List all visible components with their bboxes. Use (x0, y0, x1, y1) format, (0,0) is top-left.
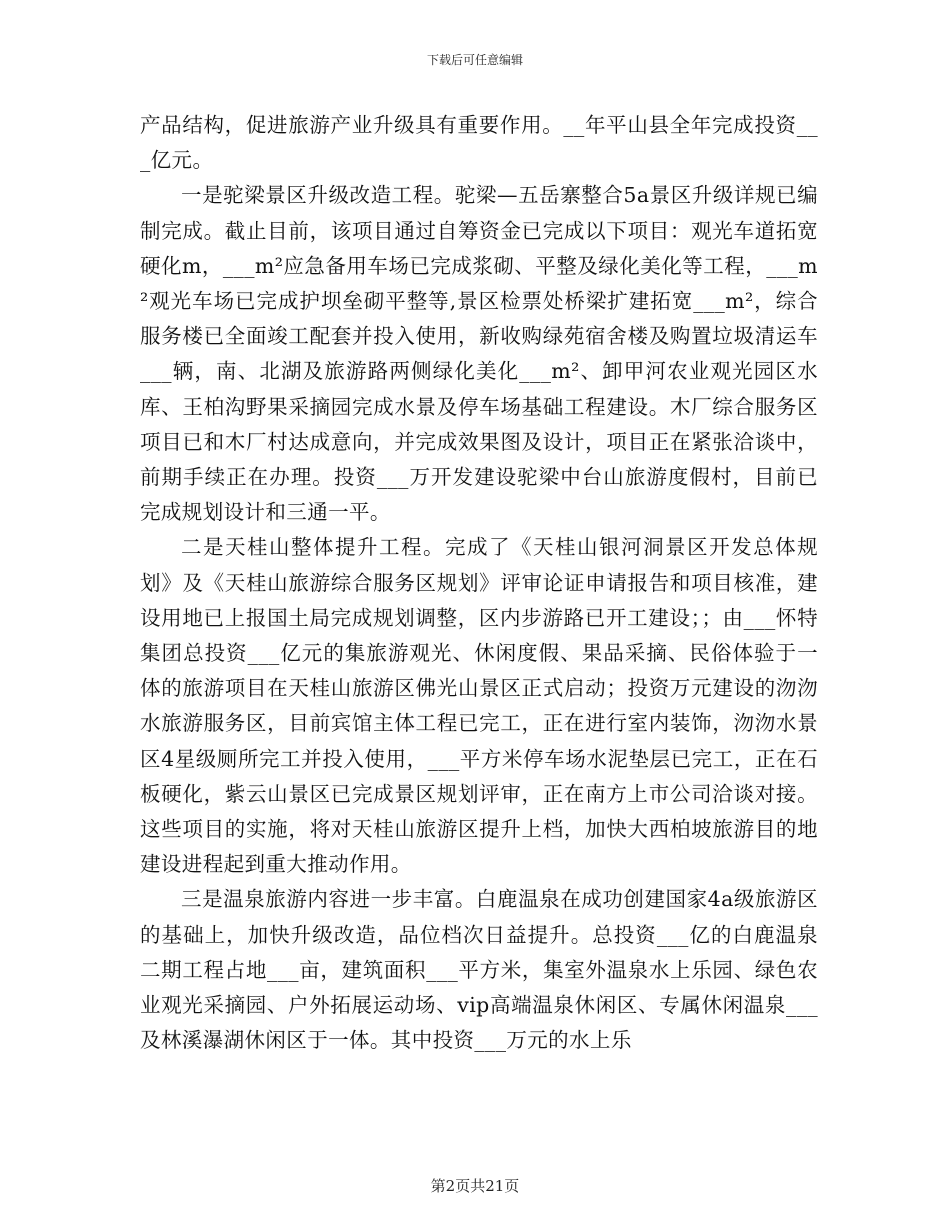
document-body (140, 108, 818, 1058)
paragraph-tuoliang-upgrade: 一是驼梁景区升级改造工程。驼梁—五岳寨整合5a景区升级详规已编制完成。截止目前，该项目通过自筹资金已完成以下项目：观光车道拓宽硬化m，___m²应急备用车场已完成浆砌、平整及绿化美化等工程，___m²观光车场已完成护坝垒砌平整等,景区检票处桥梁扩建拓宽___m²，综合服务楼已全面竣工配套并投入使用，新收购绿苑宿舍楼及购置垃圾清运车___辆，南、北湖及旅游路两侧绿化美化___m²、卸甲河农业观光园区水库、王柏沟野果采摘园完成水景及停车场基础工程建设。木厂综合服务区项目已和木厂村达成意向，并完成效果图及设计，项目正在紧张洽谈中，前期手续正在办理。投资___万开发建设驼梁中台山旅游度假村，目前已完成规划设计和三通一平。 (140, 183, 818, 525)
paragraph-continuation: 产品结构，促进旅游产业升级具有重要作用。__年平山县全年完成投资___亿元。 (140, 113, 818, 173)
paragraph-tianguishan-upgrade: 二是天桂山整体提升工程。完成了《天桂山银河洞景区开发总体规划》及《天桂山旅游综合服务区规划》评审论证申请报告和项目核准，建设用地已上报国土局完成规划调整，区内步游路已开工建设；；由___怀特集团总投资___亿元的集旅游观光、休闲度假、果品采摘、民俗体验于一体的旅游项目在天桂山旅游区佛光山景区正式启动；投资万元建设的沕沕水旅游服务区，目前宾馆主体工程已完工，正在进行室内装饰，沕沕水景区4星级厕所完工并投入使用，___平方米停车场水泥垫层已完工，正在石板硬化，紫云山景区已完成景区规划评审，正在南方上市公司洽谈对接。这些项目的实施，将对天桂山旅游区提升上档，加快大西柏坡旅游目的地建设进程起到重大推动作用。 (140, 535, 818, 877)
page-number: 第2页共21页 (430, 1177, 520, 1195)
paragraph-hot-spring-tourism: 三是温泉旅游内容进一步丰富。白鹿温泉在成功创建国家4a级旅游区的基础上，加快升级改造，品位档次日益提升。总投资___亿的白鹿温泉二期工程占地___亩，建筑面积___平方米，集室外温泉水上乐园、绿色农业观光采摘园、户外拓展运动场、vip高端温泉休闲区、专属休闲温泉___及林溪瀑湖休闲区于一体。其中投资___万元的水上乐 (140, 887, 818, 1053)
page-header-note: 下载后可任意编辑 (426, 53, 523, 67)
